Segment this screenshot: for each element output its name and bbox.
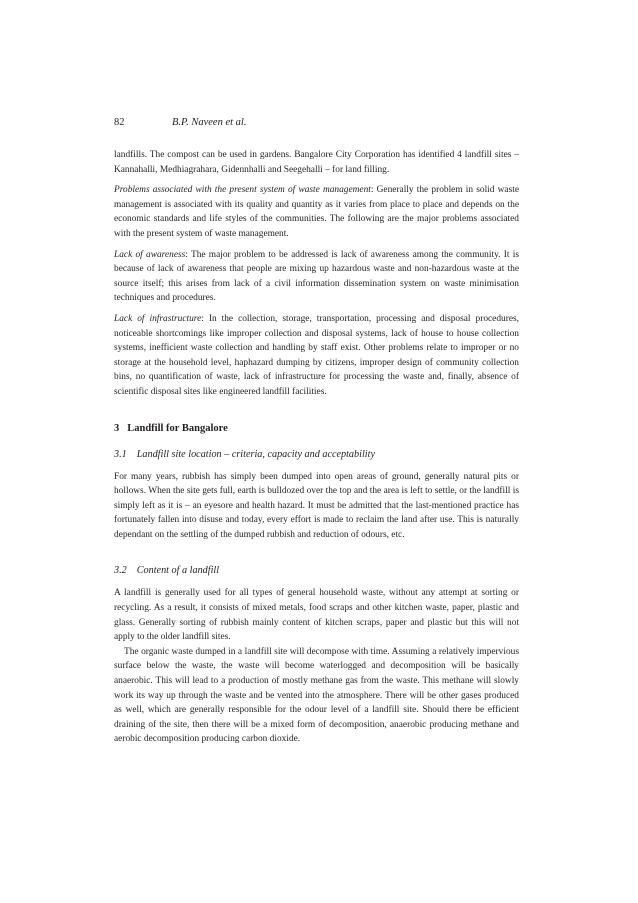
- subsection-number: 3.1: [114, 448, 127, 460]
- paragraph-lack-awareness-body: : The major problem to be addressed is lack of awareness among the community. It is because of lack of awareness that people are mixing up hazardous waste and non-hazardous waste at the source itself; this arises from lack of a civil information dissemination system on waste minimisation techniques and procedures.: [114, 249, 519, 304]
- paragraph-problems: [114, 183, 519, 241]
- paragraph-landfill-content: A landfill is generally used for all types of general household waste, without any attempt at sorting or recycling. As a result, it consists of mixed metals, food scraps and other kitchen waste, paper, plastic and glass. Generally sorting of rubbish mainly content of kitchen scraps, paper and plastic but this will not apply to the older landfill sites.: [114, 588, 519, 643]
- section-heading-3: [114, 422, 519, 436]
- paragraph-site-location: For many years, rubbish has simply been dumped into open areas of ground, generally natural pits or hollows. When the site gets full, earth is bulldozed over the top and the area is left to settle, or the landfill is simply left as it is – an eyesore and health hazard. It must be admitted that the last-mentioned practice has fortunately fallen into disuse and today, every effort is made to reclaim the land after use. This is naturally dependant on the settling of the dumped rubbish and reduction of odours, etc.: [114, 471, 519, 540]
- subsection-heading-3-1: [114, 448, 519, 462]
- subsection-title: Content of a landfill: [136, 565, 220, 577]
- page-content: [114, 116, 519, 747]
- paragraph-lack-awareness: [114, 248, 519, 306]
- paragraph-problems-lead: Problems associated with the present system of waste management: [114, 185, 371, 196]
- paragraph-problems-body: : Generally the problem in solid waste management is associated with its quality and quantity as it varies from place to place and depends on the economic standards and life styles of the communities. The following are the major problems associated with the present system of waste management.: [114, 185, 519, 239]
- subsection-title: Landfill site location – criteria, capacity and acceptability: [136, 448, 375, 460]
- subsection-heading-3-2: [114, 564, 519, 578]
- paragraph-lack-infrastructure: [114, 312, 519, 400]
- running-head: [114, 116, 519, 130]
- paragraph-lack-infrastructure-body: : In the collection, storage, transportation, processing and disposal procedures, noticeable shortcomings like improper collection and disposal systems, lack of house to house collection systems, inefficient waste collection and handling by staff exist. Other problems relate to improper or no storage at the household level, haphazard dumping by citizens, improper design of community collection bins, no quantification of waste, lack of infrastructure for processing the waste and, finally, absence of scientific disposal sites like engineered landfill facilities.: [114, 313, 519, 397]
- paragraph-organic-waste: The organic waste dumped in a landfill site will decompose with time. Assuming a relatively impervious surface below the waste, the waste will become waterlogged and decomposition will be basically anaerobic. This will lead to a production of mostly methane gas from the waste. This methane will slowly work its way up through the waste and be vented into the atmosphere. There will be other gases produced as well, which are generally responsible for the odour level of a landfill site. Should there be efficient draining of the site, then there will be a mixed form of decomposition, anaerobic producing methane and aerobic decomposition producing carbon dioxide.: [114, 646, 519, 745]
- paragraph-lack-awareness-lead: Lack of awareness: [114, 249, 186, 260]
- paragraph-landfill-sites: landfills. The compost can be used in gardens. Bangalore City Corporation has identified 4 landfill sites – Kannahalli, Medhiagrahara, Gidennhalli and Seegehalli – for land filling.: [114, 150, 519, 175]
- section-title: Landfill for Bangalore: [127, 422, 228, 434]
- paragraph-lack-infrastructure-lead: Lack of infrastructure: [114, 313, 202, 324]
- section-number: 3: [114, 422, 120, 434]
- page-number: 82: [114, 117, 125, 128]
- subsection-number: 3.2: [114, 565, 127, 577]
- running-head-authors: B.P. Naveen et al.: [172, 117, 247, 128]
